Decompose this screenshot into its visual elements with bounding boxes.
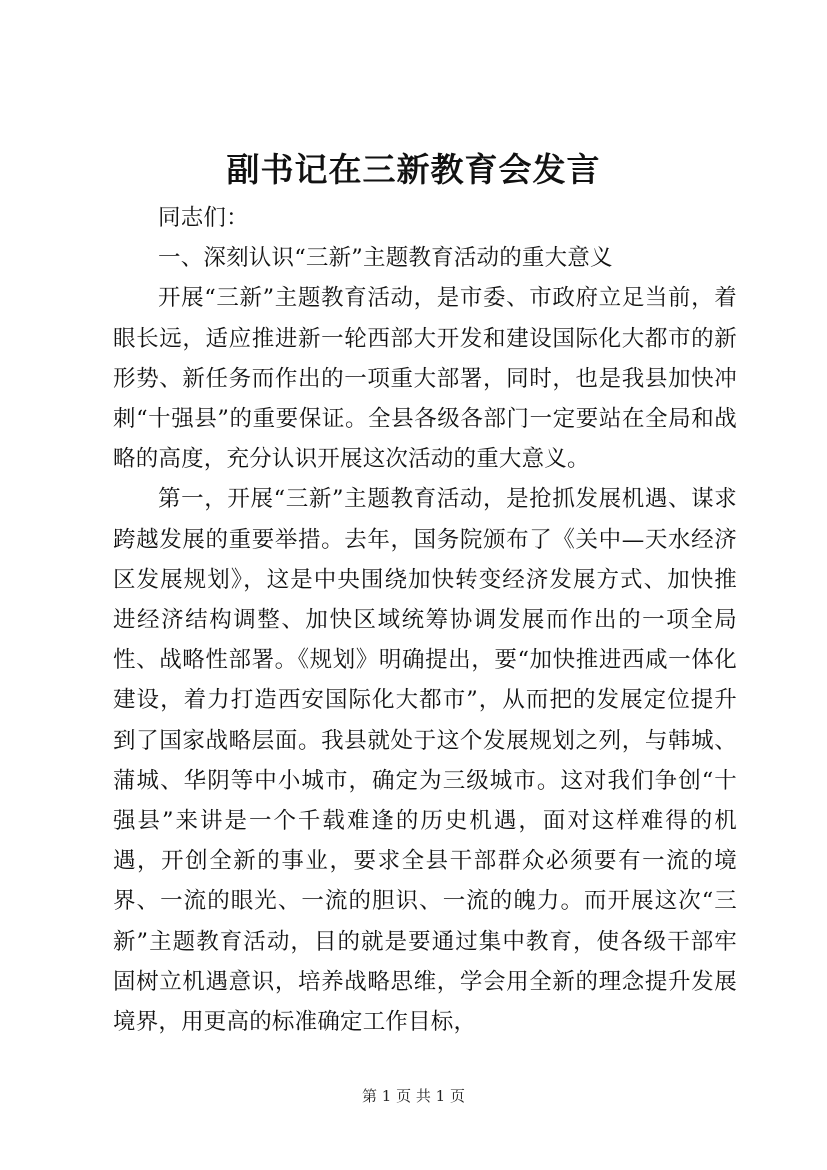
- document-body: [113, 198, 737, 1042]
- page-number-footer: 第 1 页 共 1 页: [362, 1087, 465, 1105]
- section-heading-paragraph: 一、深刻认识“三新”主题教育活动的重大意义: [158, 245, 613, 272]
- body-paragraph: 第一，开展“三新”主题教育活动，是抢抓发展机遇、谋求跨越发展的重要举措。去年，国务院颁布了《关中—天水经济区发展规划》，这是中央围绕加快转变经济发展方式、加快推进经济结构调整、加快区域统筹协调发展而作出的一项全局性、战略性部署。《规划》明确提出，要“加快推进西咸一体化建设，着力打造西安国际化大都市”，从而把的发展定位提升到了国家战略层面。我县就处于这个发展规划之列，与韩城、蒲城、华阴等中小城市，确定为三级城市。这对我们争创“十强县”来讲是一个千载难逢的历史机遇，面对这样难得的机遇，开创全新的事业，要求全县干部群众必须要有一流的境界、一流的眼光、一流的胆识、一流的魄力。而开展这次“三新”主题教育活动，目的就是要通过集中教育，使各级干部牢固树立机遇意识，培养战略思维，学会用全新的理念提升发展境界，用更高的标准确定工作目标，: [113, 486, 737, 1036]
- salutation-paragraph: 同志们：: [158, 205, 249, 231]
- document-title: 副书记在三新教育会发言: [226, 150, 601, 189]
- body-paragraph: 开展“三新”主题教育活动，是市委、市政府立足当前，着眼长远，适应推进新一轮西部大开发和建设国际化大都市的新形势、新任务而作出的一项重大部署，同时，也是我县加快冲刺“十强县”的重要保证。全县各级各部门一定要站在全局和战略的高度，充分认识开展这次活动的重大意义。: [113, 285, 737, 473]
